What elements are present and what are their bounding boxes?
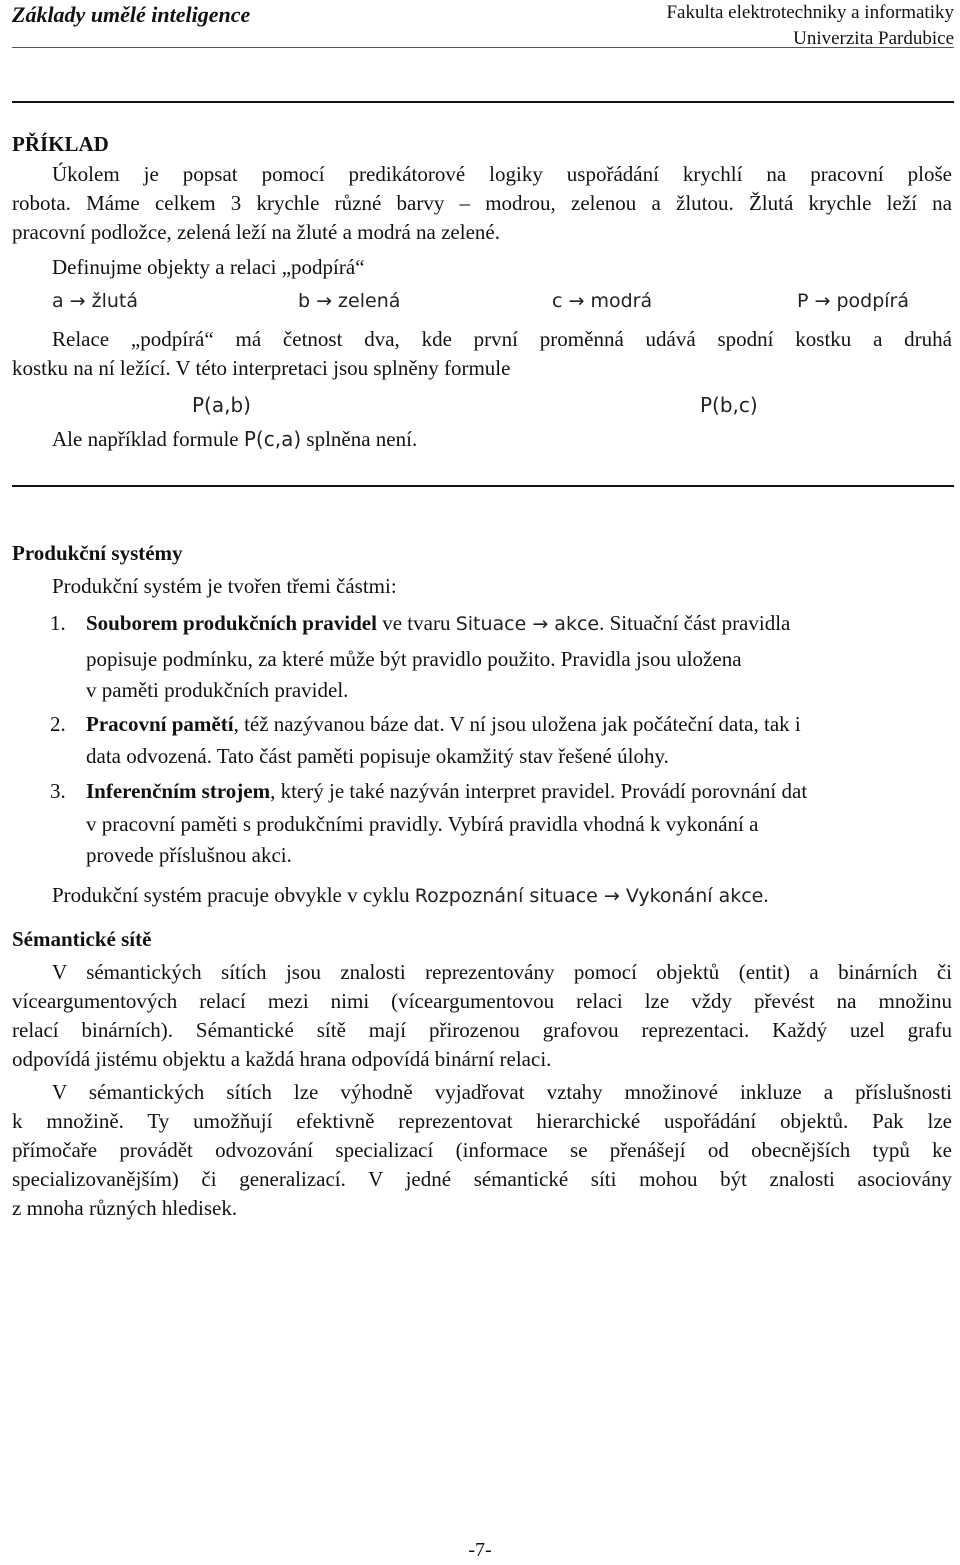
page-number: -7- — [468, 1539, 492, 1561]
mapping-c: c → modrá — [552, 290, 653, 312]
section-rule-bottom — [12, 485, 954, 487]
formula-pbc: P(b,c) — [700, 393, 758, 417]
mapping-a: a → žlutá — [52, 290, 139, 312]
section-rule-top — [12, 101, 954, 103]
institution-block — [666, 0, 954, 52]
list-item-line: data odvozená. Tato část paměti popisuje okamžitý stav řešené úlohy. — [86, 744, 669, 768]
cycle-end: . — [763, 883, 769, 907]
intro-line: robota. Máme celkem 3 krychle různé barvy – modrou, zelenou a žlutou. Žlutá krychle leží na — [12, 191, 952, 215]
list-item-line: provede příslušnou akci. — [86, 843, 292, 867]
paragraph-line: specializovanějším) či generalizací. V jedné sémantické síti mohou být znalosti asociovány — [12, 1167, 952, 1191]
cycle-label: Produkční systém pracuje obvykle v cyklu — [52, 883, 410, 907]
list-number: 1. — [50, 611, 66, 635]
relation-text — [12, 325, 952, 383]
list-item-text: ve tvaru — [376, 611, 456, 635]
relation-line: kostku na ní ležící. V této interpretaci jsou splněny formule — [12, 356, 511, 380]
intro-line: Úkolem je popsat pomocí predikátorové logiky uspořádání krychlí na pracovní ploše — [52, 162, 952, 186]
list-item — [50, 609, 950, 704]
counter-after: splněna není. — [306, 427, 418, 451]
mapping-p: P → podpírá — [797, 290, 909, 312]
list-item — [50, 710, 950, 774]
semantic-paragraph-2 — [12, 1078, 952, 1223]
paragraph-line: k množině. Ty umožňují efektivně reprezentovat hierarchické uspořádání objektů. Pak lze — [12, 1109, 952, 1133]
semantic-heading: Sémantické sítě — [12, 927, 152, 951]
define-text: Definujme objekty a relaci „podpírá“ — [52, 255, 365, 279]
production-heading: Produkční systémy — [12, 541, 183, 565]
mapping-b: b → zelená — [298, 290, 401, 312]
list-item — [50, 777, 950, 872]
paragraph-line: V sémantických sítích lze výhodně vyjadřovat vztahy množinové inkluze a příslušnosti — [52, 1080, 952, 1104]
list-item-line: popisuje podmínku, za které může být pravidlo použito. Pravidla jsou uložena — [86, 647, 742, 671]
header-rule — [12, 47, 954, 48]
faculty-name: Fakulta elektrotechniky a informatiky — [666, 2, 954, 23]
paragraph-line: víceargumentových relací mezi nimi (víceargumentovou relaci lze vždy převést na množinu — [12, 989, 952, 1013]
cycle-text — [52, 881, 769, 911]
list-item-text: , který je také nazýván interpret pravidel. Provádí porovnání dat — [270, 779, 808, 803]
rule-formula: Situace → akce — [455, 613, 600, 635]
list-item-bold: Inferenčním strojem — [86, 779, 271, 803]
counter-example — [52, 425, 417, 454]
list-item-line: v pracovní paměti s produkčními pravidly. Vybírá pravidla vhodná k vykonání a — [86, 812, 759, 836]
paragraph-line: z mnoha různých hledisek. — [12, 1196, 238, 1220]
example-heading: PŘÍKLAD — [12, 132, 109, 156]
intro-line: pracovní podložce, zelená leží na žluté a modrá na zelené. — [12, 220, 500, 244]
paragraph-line: přímočaře provádět odvozování specializací (informace se přenášejí od obecnějších typů ke — [12, 1138, 952, 1162]
example-intro — [12, 160, 952, 247]
document-title: Základy umělé inteligence — [12, 2, 251, 27]
formula-pab: P(a,b) — [192, 393, 251, 417]
list-item-bold: Souborem produkčních pravidel — [86, 611, 377, 635]
list-number: 3. — [50, 779, 66, 803]
formula-pca: P(c,a) — [243, 427, 302, 451]
paragraph-line: odpovídá jistému objektu a každá hrana odpovídá binární relaci. — [12, 1047, 552, 1071]
university-name: Univerzita Pardubice — [793, 28, 954, 49]
production-intro: Produkční systém je tvořen třemi částmi: — [52, 574, 397, 598]
list-item-text: , též nazývanou báze dat. V ní jsou uložena jak počáteční data, tak i — [233, 712, 801, 736]
list-item-text: . Situační část pravidla — [599, 611, 791, 635]
semantic-paragraph-1 — [12, 958, 952, 1074]
list-number: 2. — [50, 712, 66, 736]
list-item-line: v paměti produkčních pravidel. — [86, 678, 349, 702]
paragraph-line: relací binárních). Sémantické sítě mají přirozenou grafovou reprezentaci. Každý uzel grafu — [12, 1018, 952, 1042]
paragraph-line: V sémantických sítích jsou znalosti reprezentovány pomocí objektů (entit) a binárních či — [52, 960, 952, 984]
relation-line: Relace „podpírá“ má četnost dva, kde první proměnná udává spodní kostku a druhá — [52, 327, 952, 351]
cycle-formula: Rozpoznání situace → Vykonání akce — [414, 885, 764, 907]
list-item-bold: Pracovní pamětí — [86, 712, 234, 736]
counter-before: Ale například formule — [52, 427, 239, 451]
